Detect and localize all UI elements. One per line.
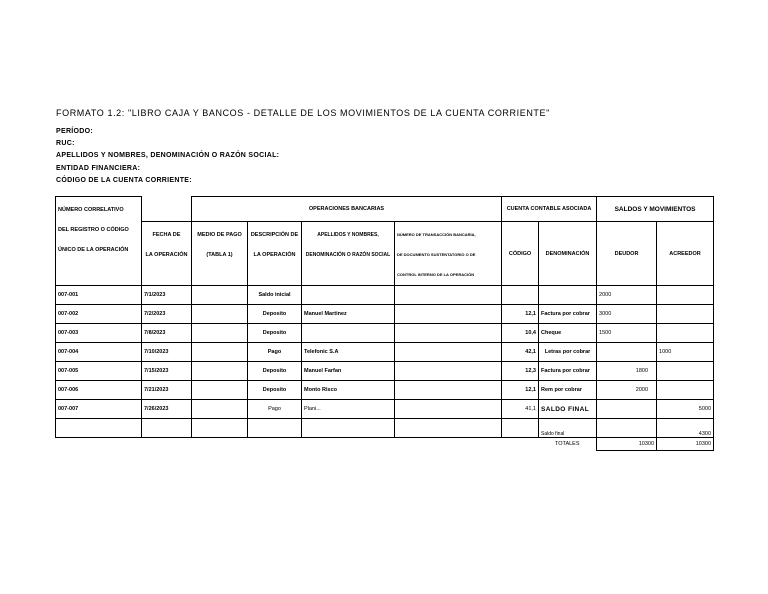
- header-descripcion: DESCRIPCIÓN DE LA OPERACIÓN: [248, 222, 302, 286]
- table-row: 007-004 7/10/2023 Pago Telefonic S.A 42,1 Letras por cobrar 1000: [56, 343, 714, 362]
- header-fecha: FECHA DE LA OPERACIÓN: [142, 222, 192, 286]
- field-periodo: PERÍODO:: [56, 128, 94, 135]
- header-saldos: SALDOS Y MOVIMIENTOS: [597, 197, 714, 222]
- ledger-table: [55, 196, 714, 451]
- table-row: 007-001 7/1/2023 Saldo inicial 2000: [56, 286, 714, 305]
- header-codigo: CÓDIGO: [502, 222, 539, 286]
- table-row: 007-003 7/8/2023 Deposito 10,4 Cheque 1500: [56, 324, 714, 343]
- document-title: FORMATO 1.2: "LIBRO CAJA Y BANCOS - DETALLE DE LOS MOVIMIENTOS DE LA CUENTA CORRIENTE": [56, 108, 550, 118]
- header-cuenta-contable: CUENTA CONTABLE ASOCIADA: [502, 197, 597, 222]
- total-acreedor: 10300: [657, 438, 714, 451]
- table-row: 007-002 7/2/2023 Deposito Manuel Martinez 12,1 Factura por cobrar 3000: [56, 305, 714, 324]
- header-numero: NÚMERO CORRELATIVO DEL REGISTRO O CÓDIGO ÚNICO DE LA OPERACIÓN: [56, 197, 142, 286]
- header-medio: MEDIO DE PAGO (TABLA 1): [192, 222, 248, 286]
- header-apellidos: APELLIDOS Y NOMBRES, DENOMINACIÓN O RAZÓN SOCIAL: [302, 222, 395, 286]
- table-row: 007-007 7/26/2023 Pago Plani... 41,1 SALDO FINAL 5000: [56, 400, 714, 419]
- table-row: 007-006 7/21/2023 Deposito Monto Risco 12,1 Rem por cobrar 2000: [56, 381, 714, 400]
- field-apellidos: APELLIDOS Y NOMBRES, DENOMINACIÓN O RAZÓN SOCIAL:: [56, 152, 280, 159]
- field-ruc: RUC:: [56, 140, 75, 147]
- field-entidad: ENTIDAD FINANCIERA:: [56, 165, 141, 172]
- header-acreedor: ACREEDOR: [657, 222, 714, 286]
- header-transaccion: NÚMERO DE TRANSACCIÓN BANCARIA, DE DOCUMENTO SUSTENTATORIO O DE CONTROL INTERNO DE LA OPERACIÓN: [395, 222, 502, 286]
- header-deudor: DEUDOR: [597, 222, 657, 286]
- total-deudor: 10300: [597, 438, 657, 451]
- table-row: Saldo final 4300: [56, 419, 714, 438]
- totals-row: [56, 438, 714, 451]
- totals-label: TOTALES: [554, 441, 580, 448]
- table-row: 007-005 7/15/2023 Deposito Manuel Farfan 12,3 Factura por cobrar 1800: [56, 362, 714, 381]
- header-operaciones: OPERACIONES BANCARIAS: [192, 197, 502, 222]
- header-denominacion: DENOMINACIÓN: [539, 222, 597, 286]
- field-codigo-cuenta: CÓDIGO DE LA CUENTA CORRIENTE:: [56, 177, 192, 184]
